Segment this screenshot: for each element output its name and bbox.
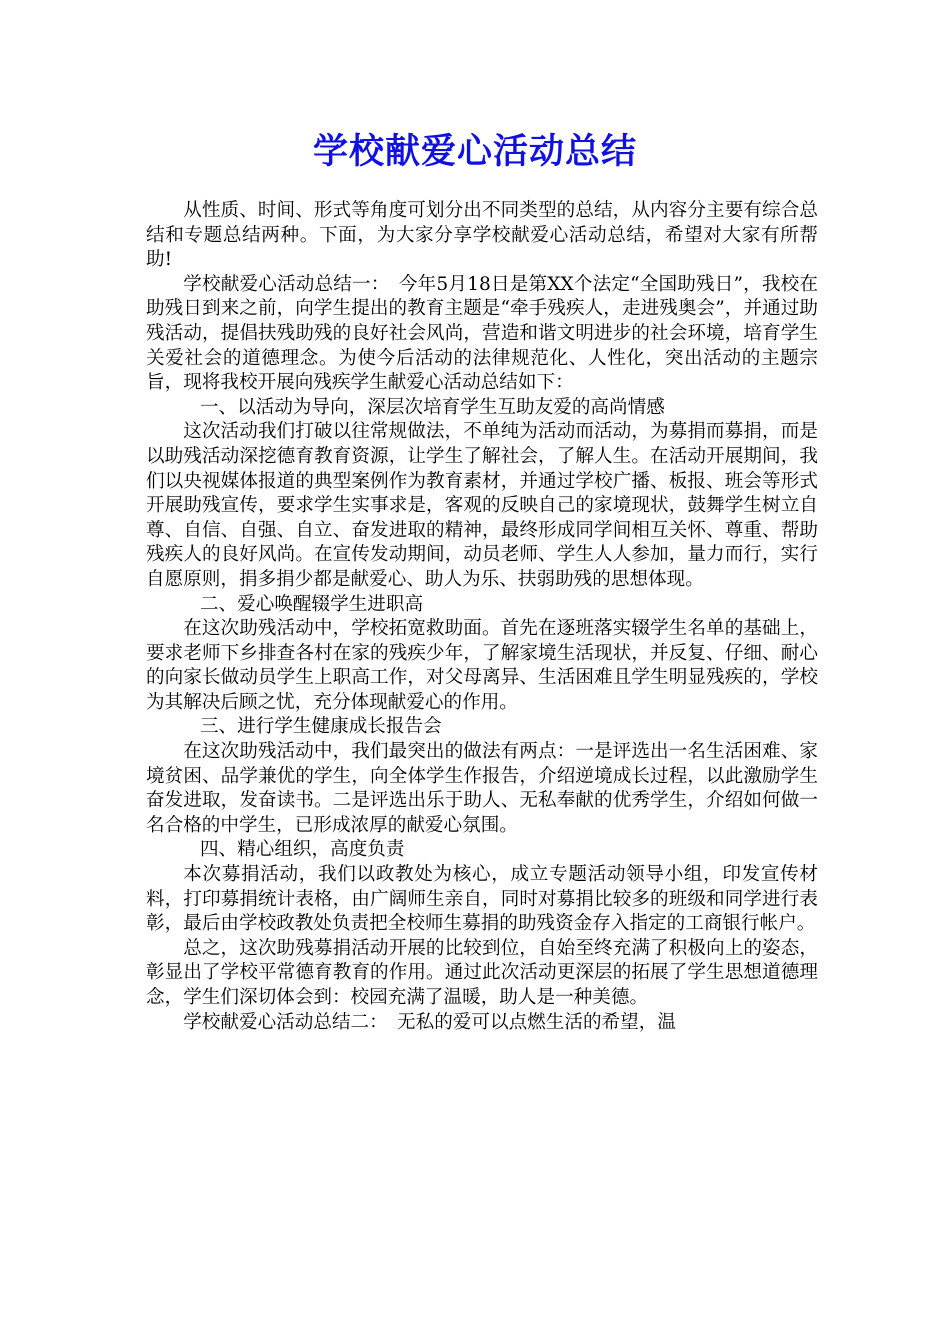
document-title: 学校献爱心活动总结 bbox=[312, 132, 637, 172]
section-3-paragraph: 在这次助残活动中，我们最突出的做法有两点：一是评选出一名生活困难、家境贫困、品学兼优的学生，向全体学生作报告，介绍逆境成长过程，以此激励学生奋发进取，发奋读书。二是评选出乐于助人、无私奉献的优秀学生，介绍如何做一名合格的中学生，已形成浓厚的献爱心氛围。 bbox=[146, 741, 818, 836]
intro-paragraph: 从性质、时间、形式等角度可划分出不同类型的总结，从内容分主要有综合总结和专题总结两种。下面，为大家分享学校献爱心活动总结，希望对大家有所帮助! bbox=[146, 200, 818, 271]
section-4-paragraph: 本次募捐活动，我们以政教处为核心，成立专题活动领导小组，印发宣传材料，打印募捐统计表格，由广阔师生亲自，同时对募捐比较多的班级和同学进行表彰，最后由学校政教处负责把全校师生募捐的助残资金存入指定的工商银行帐户。 bbox=[146, 864, 818, 935]
section-heading-2: 二、爱心唤醒辍学生进职高 bbox=[199, 593, 424, 615]
summary-two-paragraph: 学校献爱心活动总结二： 无私的爱可以点燃生活的希望，温 bbox=[183, 1011, 676, 1033]
summary-one-paragraph: 学校献爱心活动总结一： 今年5月18日是第XX个法定“全国助残日”，我校在助残日到来之前，向学生提出的教育主题是“牵手残疾人，走进残奥会”，并通过助残活动，提倡扶残助残的良好社会风尚，营造和谐文明进步的社会环境，培育学生关爱社会的道德理念。为使今后活动的法律规范化、人性化，突出活动的主题宗旨，现将我校开展向残疾学生献爱心活动总结如下： bbox=[146, 273, 818, 394]
conclusion-paragraph: 总之，这次助残募捐活动开展的比较到位，自始至终充满了积极向上的姿态，彰显出了学校平常德育教育的作用。通过此次活动更深层的拓展了学生思想道德理念，学生们深切体会到：校园充满了温暖，助人是一种美德。 bbox=[146, 937, 818, 1008]
section-heading-1: 一、以活动为导向，深层次培育学生互助友爱的高尚情感 bbox=[199, 396, 665, 418]
section-2-paragraph: 在这次助残活动中，学校拓宽救助面。首先在逐班落实辍学生名单的基础上，要求老师下乡排查各村在家的残疾少年，了解家境生活现状，并反复、仔细、耐心的向家长做动员学生上职高工作，对父母离异、生活困难且学生明显残疾的，学校为其解决后顾之忧，充分体现献爱心的作用。 bbox=[146, 618, 818, 713]
section-heading-3: 三、进行学生健康成长报告会 bbox=[199, 716, 442, 738]
section-1-paragraph: 这次活动我们打破以往常规做法，不单纯为活动而活动，为募捐而募捐，而是以助残活动深挖德育教育资源，让学生了解社会，了解人生。在活动开展期间，我们以央视媒体报道的典型案例作为教育素材，并通过学校广播、板报、班会等形式开展助残宣传，要求学生实事求是，客观的反映自己的家境现状，鼓舞学生树立自尊、自信、自强、自立、奋发进取的精神，最终形成同学间相互关怀、尊重、帮助残疾人的良好风尚。在宣传发动期间，动员老师、学生人人参加，量力而行，实行自愿原则，捐多捐少都是献爱心、助人为乐、扶弱助残的思想体现。 bbox=[146, 421, 818, 590]
section-heading-4: 四、精心组织，高度负责 bbox=[199, 839, 405, 861]
document-body bbox=[146, 199, 818, 1035]
